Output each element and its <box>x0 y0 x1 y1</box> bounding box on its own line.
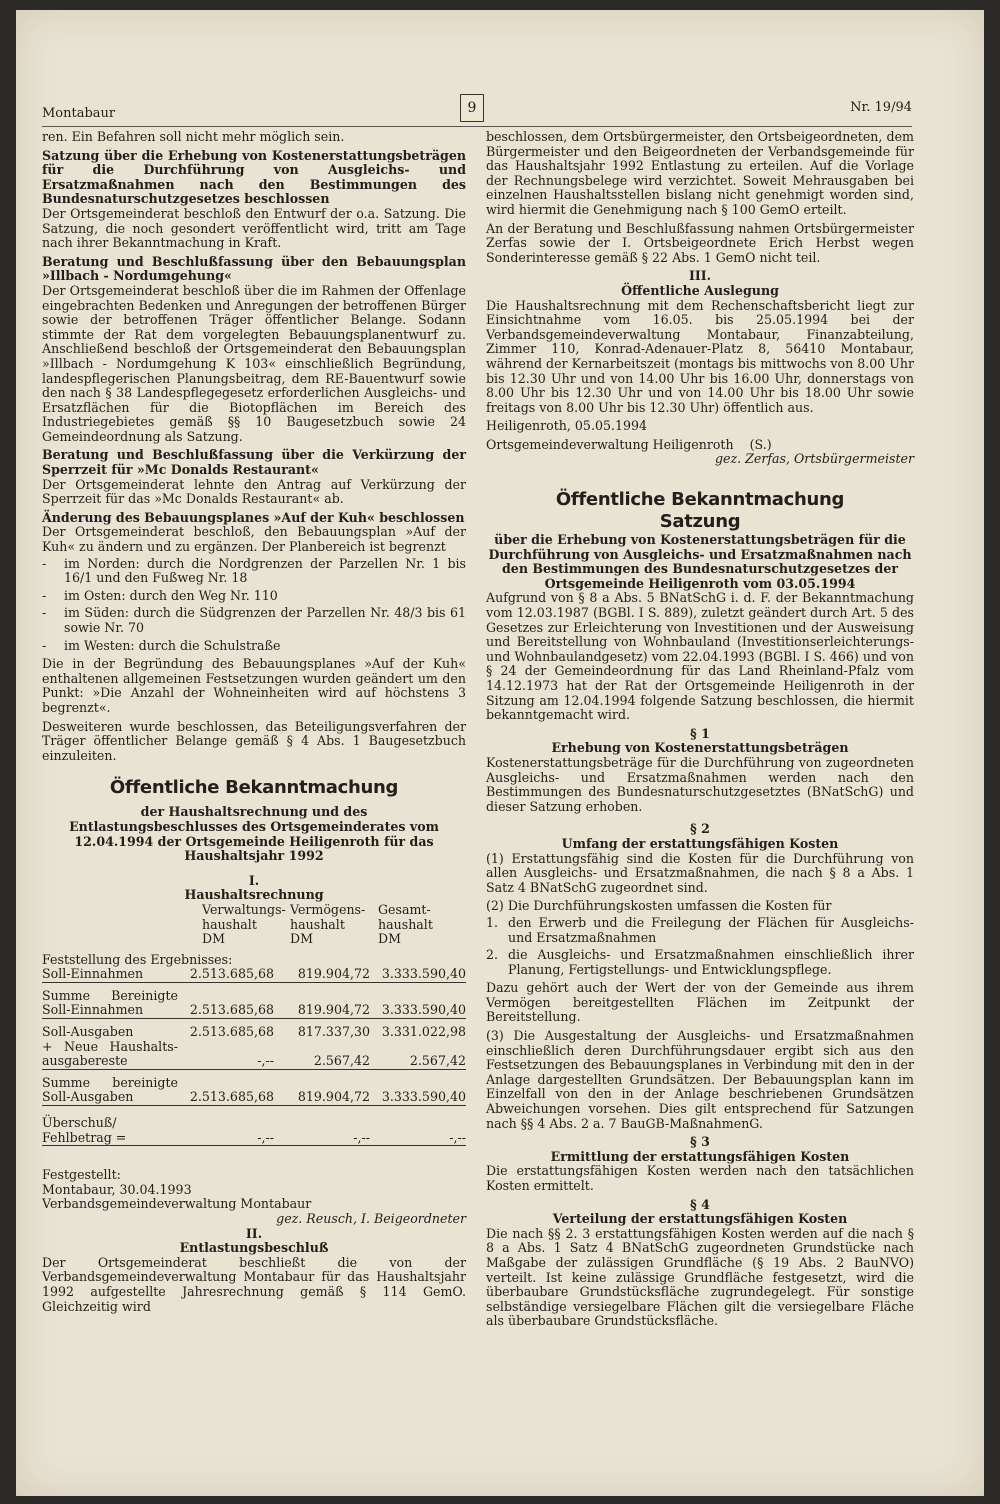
left-column <box>42 130 466 1318</box>
newspaper-page <box>16 10 984 1496</box>
section-heading: Erhebung von Kostenerstattungsbeträgen <box>551 740 849 756</box>
list-number: 1. <box>486 914 499 930</box>
paragraph: Die nach §§ 2. 3 erstattungsfähigen Kosten werden auf die nach § 8 a Abs. 1 Satz 4 BNatSchG zugeordneten Grundstücke nach Maßgabe der zulässigen Grundfläche (§ 19 Abs. 2 BauNVO) verteilt. Ist keine zulässige Grundfläche festgesetzt, wird die überbaubare Grundstücksfläche zugrundegelegt. Für sonstige selbständige versiegelbare Flächen gilt die versiegelbare Fläche als überbaubare Grundstücksfläche. <box>486 1225 914 1329</box>
column-header: Gesamt- haushalt DM <box>378 901 433 947</box>
table-row <box>42 967 466 982</box>
cell: 2.513.685,68 <box>178 1076 274 1106</box>
list-text: die Ausgleichs- und Ersatzmaßnahmen einschließlich ihrer Planung, Fertigstellungs- und Entwicklungspflege. <box>508 947 914 977</box>
paragraph-sign: § 3 <box>690 1134 710 1150</box>
right-column <box>486 130 914 1333</box>
paragraph: Kostenerstattungsbeträge für die Durchführung von zugeordneten Ausgleichs- und Ersatzmaßnahmen werden nach den Bestimmungen des Bundesnaturschutzgesetztes (BNatSchG) und dieser Satzung erhoben. <box>486 754 914 814</box>
table-column-headers <box>202 903 466 947</box>
cell: 2.513.685,68 <box>189 1024 274 1040</box>
paragraph: Der Ortsgemeinderat beschloß über die im Rahmen der Offenlage eingebrachten Bedenken und Anregungen der betroffenen Bürger sowie der betroffenen Träger öffentlicher Belange. Sodann stimmte der Rat dem vorgelegten Bebauungsplanentwurf zu. Anschließend beschloß der Ortsgemeinderat den Bebauungsplan »Illbach - Nordumgehung K 103« einschließlich Begründung, landespflegerischen Planungsbeitrag, dem RE-Bauentwurf sowie den nach § 38 Landespflegegesetz erforderlichen Ausgleichs- und Ersatzflächen für die Biotopflächen im Bereich des Industriegebietes gemäß §§ 10 Baugesetzbuch sowie 24 Gemeindeordnung als Satzung. <box>42 282 466 444</box>
cell: 819.904,72 <box>274 989 370 1019</box>
section-heading: Verteilung der erstattungsfähigen Kosten <box>552 1211 848 1227</box>
row-label: Summe Bereinigte Soll-Einnahmen <box>42 987 178 1018</box>
signature: gez. Reusch, I. Beigeordneter <box>276 1211 466 1226</box>
table-row <box>42 953 466 968</box>
cell: -,-- <box>178 1116 274 1146</box>
page-number: 9 <box>460 94 484 122</box>
row-label: + Neue Haushalts-ausgabereste <box>42 1038 178 1069</box>
row-label: Überschuß/ Fehlbetrag = <box>42 1116 178 1146</box>
cell: 2.567,42 <box>370 1040 466 1070</box>
cell: 3.333.590,40 <box>370 989 466 1019</box>
cell: -,-- <box>178 1040 274 1070</box>
list-item <box>486 948 914 977</box>
row-label: Soll-Ausgaben <box>42 1024 134 1040</box>
announcement-title: Öffentliche Bekanntmachung <box>109 777 399 799</box>
cell: -,-- <box>274 1116 370 1146</box>
section-heading: Umfang der erstattungsfähigen Kosten <box>561 835 839 851</box>
boundary-list <box>42 557 466 654</box>
section-heading: Satzung über die Erhebung von Kostenerstattungsbeträgen für die Durchführung von Ausgleichs- und Ersatzmaßnahmen nach den Bestimmungen des Bundesnaturschutzgesetzes beschlossen <box>42 147 466 207</box>
authority: Ortsgemeindeverwaltung Heiligenroth (S.) <box>486 436 772 452</box>
page-header <box>42 92 912 127</box>
paragraph: Desweiteren wurde beschlossen, das Beteiligungsverfahren der Träger öffentlicher Belange gemäß § 4 Abs. 1 Baugesetzbuch einzuleiten. <box>42 718 466 763</box>
paragraph: Aufgrund von § 8 a Abs. 5 BNatSchG i. d. F. der Bekanntmachung vom 12.03.1987 (BGBl. I S. 889), zuletzt geändert durch Art. 5 des Gesetzes zur Erleichterung von Investitionen und der Ausweisung und Bereitstellung von Wohnbauland (Investitionserleichterungs- und Wohnbaulandgesetz) vom 22.04.1993 (BGBl. I S. 466) und von § 24 der Gemeindeordnung für das Land Rheinland-Pfalz vom 14.12.1973 hat der Rat der Ortsgemeinde Heiligenroth in der Sitzung am 12.04.1994 folgende Satzung beschlossen, die hiermit bekanntgemacht wird. <box>486 590 914 723</box>
roman-numeral: III. <box>688 268 712 284</box>
cell: 3.333.590,40 <box>370 1076 466 1106</box>
cell: 819.904,72 <box>274 967 370 982</box>
paragraph: Die erstattungsfähigen Kosten werden nach den tatsächlichen Kosten ermittelt. <box>486 1163 914 1193</box>
paragraph: Der Ortsgemeinderat beschloß den Entwurf der o.a. Satzung. Die Satzung, die noch gesondert veröffentlicht wird, tritt am Tage nach ihrer Bekanntmachung in Kraft. <box>42 205 466 251</box>
paragraph-sign: § 2 <box>690 821 710 837</box>
list-item: - im Süden: durch die Südgrenzen der Parzellen Nr. 48/3 bis 61 sowie Nr. 70 <box>42 606 466 635</box>
certified-place-date: Montabaur, 30.04.1993 <box>42 1181 192 1197</box>
table-title: Haushaltsrechnung <box>184 887 324 903</box>
cell: 2.513.685,68 <box>178 967 274 982</box>
cell: 819.904,72 <box>274 1076 370 1106</box>
paragraph: beschlossen, dem Ortsbürgermeister, den Ortsbeigeordneten, dem Bürgermeister und den Beigeordneten der Verbandsgemeinde für das Haushaltsjahr 1992 Entlastung zu erteilen. Auf die Vorlage der Rechnungsbelege wird verzichtet. Soweit Mehrausgaben bei einzelnen Haushaltsstellen bislang nicht genehmigt worden sind, wird hiermit die Genehmigung nach § 100 GemO erteilt. <box>486 129 914 217</box>
list-item: - im Osten: durch den Weg Nr. 110 <box>42 589 466 604</box>
cell: -,-- <box>370 1116 466 1146</box>
paragraph: (1) Erstattungsfähig sind die Kosten für die Durchführung von allen Ausgleichs- und Ersatzmaßnahmen, die nach § 8 a Abs. 1 Satz 4 BNatSchG zugeordnet sind. <box>486 850 914 895</box>
statute-subtitle: über die Erhebung von Kostenerstattungsbeträgen für die Durchführung von Ausgleichs- und Ersatzmaßnahmen nach den Bestimmungen des Bundesnaturschutzgesetzes der Ortsgemeinde Heiligenroth vom 03.05.1994 <box>488 532 912 591</box>
paragraph: Der Ortsgemeinderat beschließt die von der Verbandsgemeindeverwaltung Montabaur für das Haushaltsjahr 1992 aufgestellte Jahresrechnung gemäß § 114 GemO. Gleichzeitig wird <box>42 1254 466 1314</box>
cell: 2.513.685,68 <box>178 989 274 1019</box>
row-label: Feststellung des Ergebnisses: <box>42 951 233 967</box>
list-item: - im Norden: durch die Nordgrenzen der Parzellen Nr. 1 bis 16/1 und den Fußweg Nr. 18 <box>42 557 466 586</box>
certified-authority: Verbandsgemeindeverwaltung Montabaur <box>42 1196 312 1212</box>
paragraph: An der Beratung und Beschlußfassung nahmen Ortsbürgermeister Zerfas sowie der I. Ortsbeigeordnete Erich Herbst wegen Sonderinteresse gemäß § 22 Abs. 1 GemO nicht teil. <box>486 220 914 265</box>
certified-label: Festgestellt: <box>42 1167 121 1183</box>
list-text: den Erwerb und die Freilegung der Flächen für Ausgleichs- und Ersatzmaßnahmen <box>508 914 914 945</box>
cell: 3.331.022,98 <box>381 1024 466 1040</box>
section-heading: Beratung und Beschlußfassung über die Verkürzung der Sperrzeit für »Mc Donalds Restaurant« <box>42 447 466 478</box>
section-heading: Beratung und Beschlußfassung über den Bebauungsplan »Illbach - Nordumgehung« <box>42 253 466 284</box>
paragraph: Dazu gehört auch der Wert der von der Gemeinde aus ihrem Vermögen bereitgestellten Flächen im Zeitpunkt der Bereitstellung. <box>486 980 914 1025</box>
table-row <box>42 1076 466 1106</box>
row-label: Soll-Einnahmen <box>42 967 178 982</box>
cell: 817.337,30 <box>297 1024 370 1040</box>
paragraph-sign: § 4 <box>690 1196 710 1212</box>
budget-table <box>42 953 466 1147</box>
section-heading: Änderung des Bebauungsplanes »Auf der Kuh« beschlossen <box>42 509 465 525</box>
cell: 3.333.590,40 <box>370 967 466 982</box>
roman-numeral: II. <box>245 1225 263 1241</box>
section-heading: Öffentliche Auslegung <box>621 282 779 298</box>
table-row <box>42 989 466 1019</box>
paragraph-sign: § 1 <box>690 725 710 741</box>
table-row <box>42 1116 466 1146</box>
table-row <box>42 1040 466 1070</box>
list-item: - im Westen: durch die Schulstraße <box>42 639 466 654</box>
header-town: Montabaur <box>42 106 116 121</box>
paragraph: Die in der Begründung des Bebauungsplanes »Auf der Kuh« enthaltenen allgemeinen Festsetzungen wurden geändert um den Punkt: »Die Anzahl der Wohneinheiten wird auf höchstens 3 begrenzt«. <box>42 656 466 715</box>
list-item <box>486 916 914 945</box>
place-date: Heiligenroth, 05.05.1994 <box>486 418 648 434</box>
section-heading: Entlastungsbeschluß <box>179 1240 329 1256</box>
announcement-title: Öffentliche Bekanntmachung <box>555 489 845 511</box>
row-label: Summe bereinigte Soll-Ausgaben <box>42 1074 178 1105</box>
statute-title: Satzung <box>659 511 741 533</box>
cost-list <box>486 916 914 977</box>
signature: gez. Zerfas, Ortsbürgermeister <box>714 451 914 467</box>
column-header: Verwaltungs- haushalt DM <box>202 901 286 947</box>
paragraph: (2) Die Durchführungskosten umfassen die Kosten für <box>486 898 832 914</box>
paragraph: ren. Ein Befahren soll nicht mehr möglich sein. <box>42 129 345 144</box>
paragraph: Der Ortsgemeinderat beschloß, den Bebauungsplan »Auf der Kuh« zu ändern und zu ergänzen. Der Planbereich ist begrenzt <box>42 524 466 555</box>
paragraph: (3) Die Ausgestaltung der Ausgleichs- und Ersatzmaßnahmen einschließlich deren Durchführungsdauer ergibt sich aus den Festsetzungen des Bebauungsplanes in Verbindung mit den in der Anlage dargestellten Grundsätzen. Der Bebauungsplan kann im Einzelfall von den in der Anlage beschriebenen Grundsätzen Abweichungen vorsehen. Dies gilt entsprechend für Satzungen nach §§ 4 Abs. 2 a. 7 BauGB-MaßnahmenG. <box>486 1028 914 1131</box>
paragraph: Der Ortsgemeinderat lehnte den Antrag auf Verkürzung der Sperrzeit für das »Mc Donalds Restaurant« ab. <box>42 476 466 507</box>
paragraph: Die Haushaltsrechnung mit dem Rechenschaftsbericht liegt zur Einsichtnahme vom 16.05. bis 25.05.1994 bei der Verbandsgemeindeverwaltung Montabaur, Finanzabteilung, Zimmer 110, Konrad-Adenauer-Platz 8, 56410 Montabaur, während der Kernarbeitszeit (montags bis mittwochs von 8.00 Uhr bis 12.30 Uhr und von 14.00 Uhr bis 16.00 Uhr, donnerstags von 8.00 Uhr bis 12.30 Uhr und von 14.00 Uhr bis 18.00 Uhr sowie freitags von 8.00 Uhr bis 12.30 Uhr) öffentlich aus. <box>486 297 914 415</box>
issue-number: Nr. 19/94 <box>850 100 912 115</box>
cell: 2.567,42 <box>274 1040 370 1070</box>
column-header: Vermögens- haushalt DM <box>290 901 366 947</box>
section-heading: Ermittlung der erstattungsfähigen Kosten <box>550 1148 850 1164</box>
table-row <box>42 1025 466 1040</box>
roman-numeral: I. <box>248 872 260 888</box>
list-number: 2. <box>486 947 499 963</box>
announcement-subtitle: der Haushaltsrechnung und des Entlastungsbeschlusses des Ortsgemeinderates vom 12.04.1994 der Ortsgemeinde Heiligenroth für das Haushaltsjahr 1992 <box>69 804 439 864</box>
